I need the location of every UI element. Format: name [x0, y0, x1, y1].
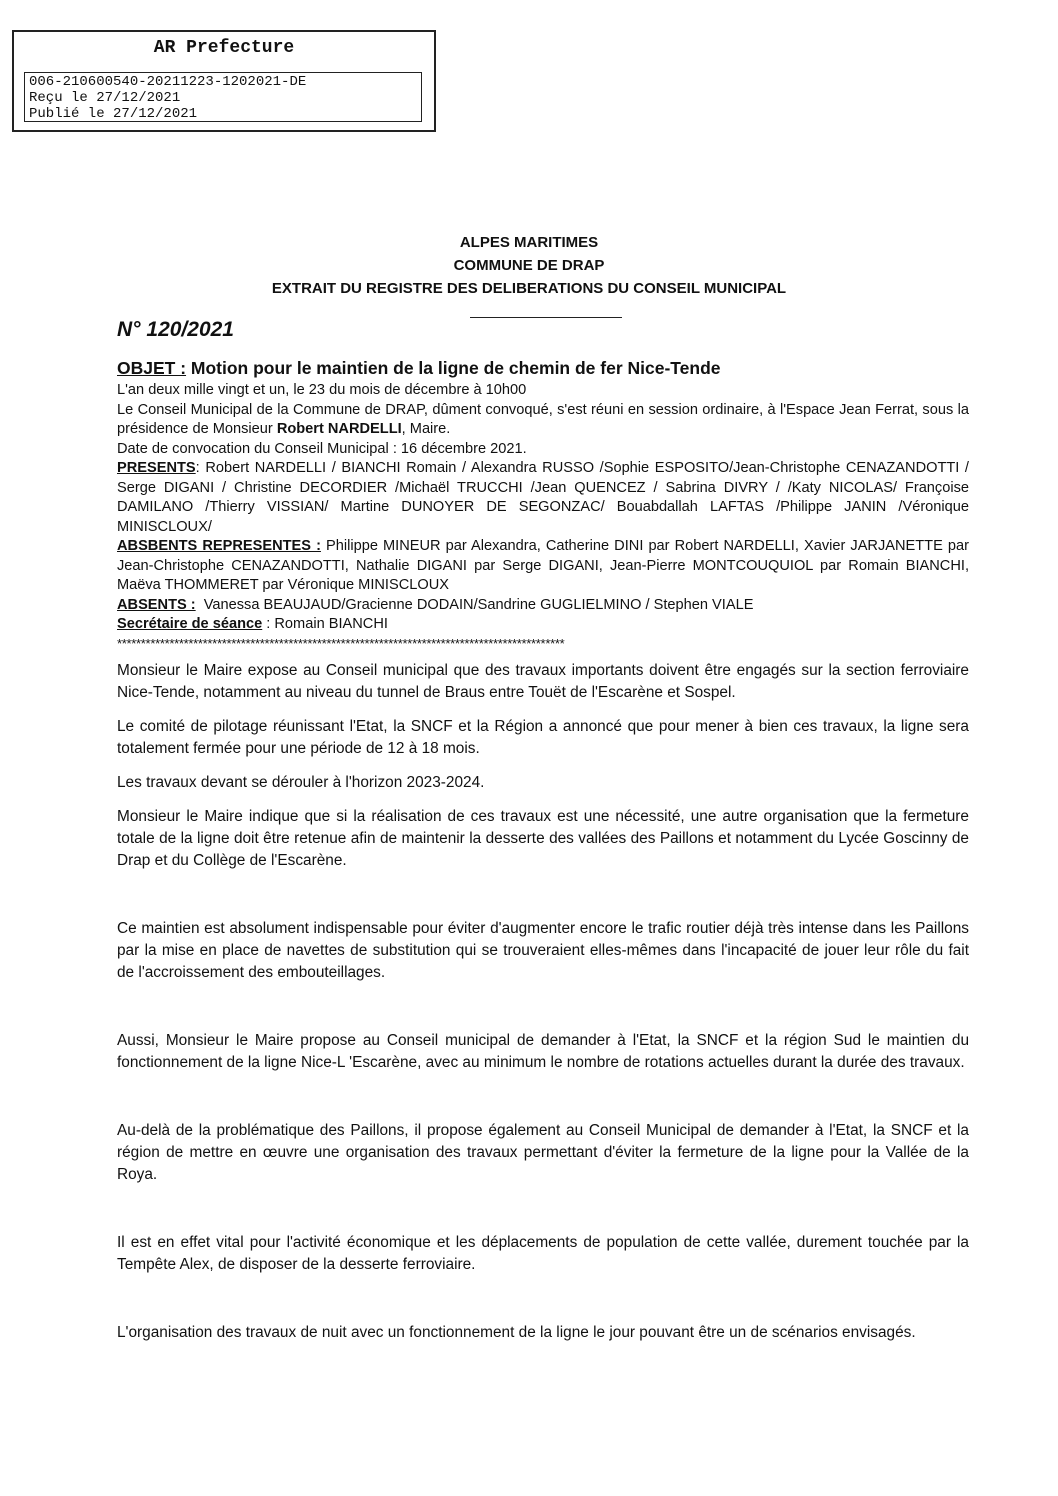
represented-label: ABSBENTS REPRESENTES : [117, 538, 321, 554]
mayor-name: Robert NARDELLI [276, 421, 402, 437]
asterisk-separator: ********************************************************************************************** [117, 635, 565, 651]
presents-list: : Robert NARDELLI / BIANCHI Romain / Alexandra RUSSO /Sophie ESPOSITO/Jean-Christophe CENAZANDOTTI / Serge DIGANI / Christine DECORDIER /Michaël TRUCCHI /Jean QUENCEZ / Sabrina DIVRY / /Katy NICOLAS/ Françoise DAMILANO /Thierry VISSIAN/ Martine DUNOYER DE SEGONZAC/ Bouabdallah LAFTAS /Philippe JANIN /Véronique MINISCLOUX/ [117, 460, 969, 535]
stamp-published-date: Publié le 27/12/2021 [29, 106, 198, 122]
paragraph-1: Monsieur le Maire expose au Conseil municipal que des travaux importants doivent être engagés sur la section ferroviaire Nice-Tende, notamment au niveau du tunnel de Braus entre Touët de l'Escarène et Sospel. [117, 661, 969, 701]
paragraph-5: Ce maintien est absolument indispensable pour éviter d'augmenter encore le trafic routier déjà très intense dans les Paillons par la mise en place de navettes de substitution qui se trouveraient elles-mêmes dans l'incapacité de jouer leur rôle du fait de l'accroissement des embouteillages. [117, 919, 969, 981]
presents-section [117, 459, 969, 537]
paragraph-2: Le comité de pilotage réunissant l'Etat, la SNCF et la Région a annoncé que pour mener à bien ces travaux, la ligne sera totalement fermée pour une période de 12 à 18 mois. [117, 717, 969, 757]
header-department: ALPES MARITIMES [459, 234, 599, 251]
secretary-label: Secrétaire de séance [117, 616, 263, 632]
session-date: L'an deux mille vingt et un, le 23 du mois de décembre à 10h00 [117, 382, 527, 398]
secretary-name: : Romain BIANCHI [262, 616, 388, 632]
paragraph-3: Les travaux devant se dérouler à l'horizon 2023-2024. [117, 773, 485, 791]
convened-suffix: , Maire. [401, 421, 451, 437]
paragraph-9: L'organisation des travaux de nuit avec un fonctionnement de la ligne le jour pouvant être un de scénarios envisagés. [117, 1323, 916, 1341]
header-divider [470, 317, 622, 318]
objet-line [117, 356, 969, 380]
document-body [117, 356, 969, 1344]
session-convened [117, 401, 969, 440]
stamp-reference: 006-210600540-20211223-1202021-DE [29, 74, 307, 90]
paragraph-8: Il est en effet vital pour l'activité économique et les déplacements de population de cette vallée, durement touchée par la Tempête Alex, de disposer de la desserte ferroviaire. [117, 1233, 969, 1273]
prefecture-stamp [12, 30, 436, 132]
stamp-title: AR Prefecture [153, 38, 295, 58]
paragraph-7: Au-delà de la problématique des Paillons, il propose également au Conseil Municipal de demander à l'Etat, la SNCF et la région de mettre en œuvre une organisation des travaux permettant d'éviter la fermeture de la ligne pour la Vallée de la Roya. [117, 1121, 969, 1183]
represented-section [117, 537, 969, 596]
secretary-section [117, 615, 969, 635]
absents-list: Vanessa BEAUJAUD/Gracienne DODAIN/Sandrine GUGLIELMINO / Stephen VIALE [195, 596, 754, 613]
objet-text: Motion pour le maintien de la ligne de chemin de fer Nice-Tende [186, 358, 721, 378]
absents-section [117, 596, 969, 616]
convened-text: Le Conseil Municipal de la Commune de DRAP, dûment convoqué, s'est réuni en session ordinaire, à l'Espace Jean Ferrat, sous la présidence de Monsieur [117, 401, 969, 437]
paragraph-6: Aussi, Monsieur le Maire propose au Conseil municipal de demander à l'Etat, la SNCF et la région Sud le maintien du fonctionnement de la ligne Nice-L 'Escarène, avec au minimum le nombre de rotations actuelles durant la durée des travaux. [117, 1031, 969, 1071]
presents-label: PRESENTS [117, 460, 196, 476]
stamp-details [24, 72, 422, 122]
represented-list: Philippe MINEUR par Alexandra, Catherine DINI par Robert NARDELLI, Xavier JARJANETTE par Jean-Christophe CENAZANDOTTI, Nathalie DIGANI par Serge DIGANI, Jean-Pierre MONTCOUQUIOL par Romain BIANCHI, Maëva THOMMERET par Véronique MINISCLOUX [117, 538, 969, 593]
deliberation-number: N° 120/2021 [117, 318, 234, 341]
stamp-received-date: Reçu le 27/12/2021 [29, 90, 181, 106]
paragraph-4: Monsieur le Maire indique que si la réalisation de ces travaux est une nécessité, une autre organisation que la fermeture totale de la ligne doit être retenue afin de maintenir la desserte des vallées des Paillons et notamment du Lycée Goscinny de Drap et du Collège de l'Escarène. [117, 807, 969, 869]
header-register-title: EXTRAIT DU REGISTRE DES DELIBERATIONS DU CONSEIL MUNICIPAL [271, 280, 787, 297]
header-commune: COMMUNE DE DRAP [453, 257, 605, 274]
objet-label: OBJET : [117, 358, 187, 378]
absents-label: ABSENTS : [117, 596, 196, 613]
convocation-date: Date de convocation du Conseil Municipal : 16 décembre 2021. [117, 440, 527, 457]
